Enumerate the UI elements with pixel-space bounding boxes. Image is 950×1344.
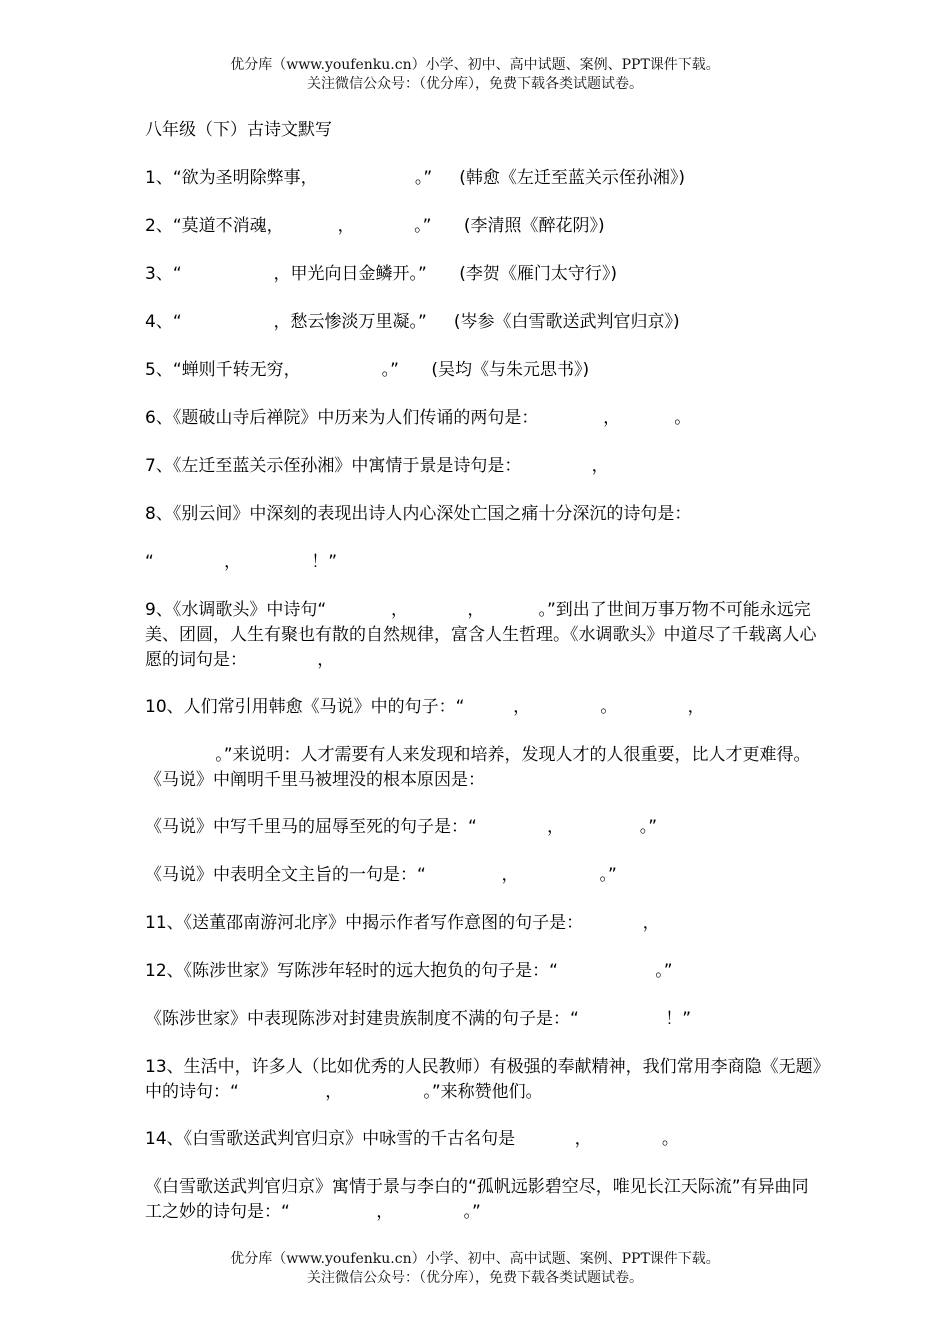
worksheet-title: 八年级（下）古诗文默写: [145, 120, 332, 140]
page-header: [0, 56, 950, 94]
question-11: 11、《送董邵南游河北序》中揭示作者写作意图的句子是： ，: [145, 913, 660, 933]
question-5: 5、“蝉则千转无穷， 。” (吴均《与朱元思书》): [145, 360, 590, 380]
question-10-continued: 。”来说明：人才需要有人来发现和培养，发现人才的人很重要，比人才更难得。《马说》中阐明千里马被埋没的根本原因是：: [145, 745, 811, 790]
header-line-1: 优分库（www.youfenku.cn）小学、初中、高中试题、案例、PPT课件下载。: [230, 57, 720, 73]
question-8: 8、《别云间》中深刻的表现出诗人内心深处亡国之痛十分深沉的诗句是：: [145, 504, 692, 524]
question-1: 1、“欲为圣明除弊事， 。” (韩愈《左迁至蓝关示侄孙湘》): [145, 168, 685, 188]
question-13: 13、生活中，许多人（比如优秀的人民教师）有极强的奉献精神，我们常用李商隐《无题》中的诗句：“ ， 。”来称赞他们。: [145, 1057, 822, 1102]
worksheet-body: [145, 118, 825, 1248]
header-line-2: 关注微信公众号：（优分库），免费下载各类试题试卷。: [307, 76, 643, 92]
question-2: 2、“莫道不消魂， ， 。” (李清照《醉花阴》): [145, 216, 605, 236]
footer-line-2: 关注微信公众号：（优分库），免费下载各类试题试卷。: [307, 1270, 643, 1286]
question-14-b: 《白雪歌送武判官归京》寓情于景与李白的“孤帆远影碧空尽，唯见长江天际流”有异曲同工之妙的诗句是：“ ， 。”: [145, 1177, 809, 1222]
question-9: 9、《水调歌头》中诗句“ ， ， 。”到出了世间万事万物不可能永远完美、团圆，人生有聚也有散的自然规律，富含人生哲理。《水调歌头》中道尽了千载离人心愿的词句是： ，: [145, 600, 817, 670]
question-10-c: 《马说》中表明全文主旨的一句是：“ ， 。”: [145, 865, 617, 885]
question-14: 14、《白雪歌送武判官归京》中咏雪的千古名句是 ， 。: [145, 1129, 679, 1149]
question-12-b: 《陈涉世家》中表现陈涉对封建贵族制度不满的句子是：“ ！”: [145, 1009, 692, 1029]
question-4: 4、“ ，愁云惨淡万里凝。” (岑参《白雪歌送武判官归京》): [145, 312, 680, 332]
page-footer: [0, 1250, 950, 1288]
question-3: 3、“ ，甲光向日金鳞开。” (李贺《雁门太守行》): [145, 264, 617, 284]
question-6: 6、《题破山寺后禅院》中历来为人们传诵的两句是： ， 。: [145, 408, 692, 428]
question-8-blanks: “ ， ！”: [145, 552, 338, 572]
question-12: 12、《陈涉世家》写陈涉年轻时的远大抱负的句子是：“ 。”: [145, 961, 673, 981]
footer-line-1: 优分库（www.youfenku.cn）小学、初中、高中试题、案例、PPT课件下载。: [230, 1251, 720, 1267]
question-10-b: 《马说》中写千里马的屈辱至死的句子是：“ ， 。”: [145, 817, 658, 837]
question-10: 10、人们常引用韩愈《马说》中的句子：“ ， 。 ，: [145, 697, 705, 717]
question-7: 7、《左迁至蓝关示侄孙湘》中寓情于景是诗句是： ，: [145, 456, 609, 476]
